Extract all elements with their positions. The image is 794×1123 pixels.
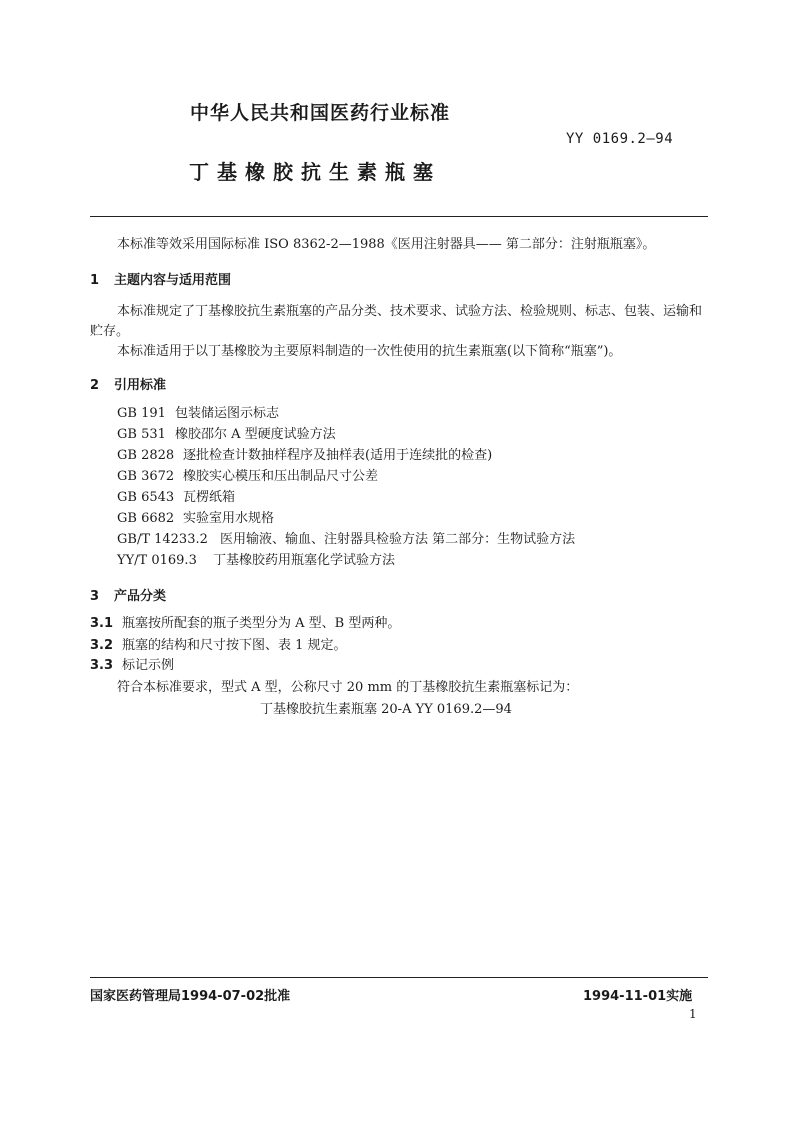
reference-item [117, 530, 575, 551]
document-title: 丁基橡胶抗生素瓶塞 [189, 160, 441, 184]
reference-code: YY/T 0169.3 [117, 553, 197, 568]
clause-3-3-paragraph: 符合本标准要求，型式 A 型，公称尺寸 20 mm 的丁基橡胶抗生素瓶塞标记为： [117, 680, 579, 695]
reference-title: 橡胶邵尔 A 型硬度试验方法 [175, 427, 336, 442]
reference-item [117, 551, 575, 572]
clause-3-2 [90, 636, 347, 656]
reference-item [117, 446, 575, 467]
footer-divider [90, 977, 708, 978]
reference-item [117, 425, 575, 446]
reference-title: 瓦楞纸箱 [183, 490, 236, 505]
reference-title: 包装储运图示标志 [175, 406, 280, 421]
reference-item [117, 488, 575, 509]
section-number: 1 [90, 273, 100, 288]
marking-example: 丁基橡胶抗生素瓶塞 20-A YY 0169.2—94 [260, 702, 512, 717]
clause-number: 3.2 [90, 638, 114, 653]
section-2-heading [90, 374, 166, 393]
page-number: 1 [689, 1007, 697, 1021]
standard-code: YY 0169.2—94 [566, 131, 674, 147]
clause-text: 瓶塞按所配套的瓶子类型分为 A 型、B 型两种。 [122, 616, 401, 631]
section-1-heading [90, 269, 231, 288]
section-1-paragraph-1-line-1: 本标准规定了丁基橡胶抗生素瓶塞的产品分类、技术要求、试验方法、检验规则、标志、包装、运输和 [117, 304, 703, 319]
section-1-paragraph-2: 本标准适用于以丁基橡胶为主要原料制造的一次性使用的抗生素瓶塞(以下简称“瓶塞”)。 [117, 344, 622, 359]
clause-text: 瓶塞的结构和尺寸按下图、表 1 规定。 [122, 638, 347, 653]
reference-title: 医用输液、输血、注射器具检验方法 第二部分：生物试验方法 [220, 532, 576, 547]
clause-number: 3.3 [90, 658, 114, 673]
header-divider [90, 216, 708, 217]
reference-item [117, 467, 575, 488]
reference-code: GB 6682 [117, 511, 175, 526]
clause-number: 3.1 [90, 616, 114, 631]
reference-code: GB 2828 [117, 448, 175, 463]
reference-list [117, 404, 575, 572]
section-number: 2 [90, 378, 100, 393]
reference-title: 丁基橡胶药用瓶塞化学试验方法 [213, 553, 396, 568]
reference-code: GB 531 [117, 427, 166, 442]
reference-item [117, 509, 575, 530]
reference-item [117, 404, 575, 425]
clause-3-3 [90, 656, 174, 676]
clause-text: 标记示例 [122, 658, 175, 673]
reference-code: GB 6543 [117, 490, 175, 505]
section-title: 主题内容与适用范围 [114, 273, 232, 288]
clause-3-1 [90, 614, 400, 634]
section-3-heading [90, 585, 166, 604]
reference-code: GB 3672 [117, 469, 175, 484]
document-issuer-heading: 中华人民共和国医药行业标准 [190, 102, 451, 124]
section-number: 3 [90, 589, 100, 604]
section-title: 产品分类 [114, 589, 167, 604]
reference-title: 逐批检查计数抽样程序及抽样表(适用于连续批的检查) [183, 448, 493, 463]
section-1-paragraph-1-line-2: 贮存。 [90, 324, 130, 339]
reference-title: 橡胶实心模压和压出制品尺寸公差 [183, 469, 379, 484]
reference-title: 实验室用水规格 [183, 511, 275, 526]
reference-code: GB/T 14233.2 [117, 532, 208, 547]
reference-code: GB 191 [117, 406, 166, 421]
intro-paragraph: 本标准等效采用国际标准 ISO 8362-2—1988《医用注射器具—— 第二部分：注射瓶瓶塞》。 [117, 237, 656, 252]
effective-date: 1994-11-01实施 [583, 989, 693, 1004]
section-title: 引用标准 [114, 378, 167, 393]
approval-line: 国家医药管理局1994-07-02批准 [90, 989, 291, 1004]
